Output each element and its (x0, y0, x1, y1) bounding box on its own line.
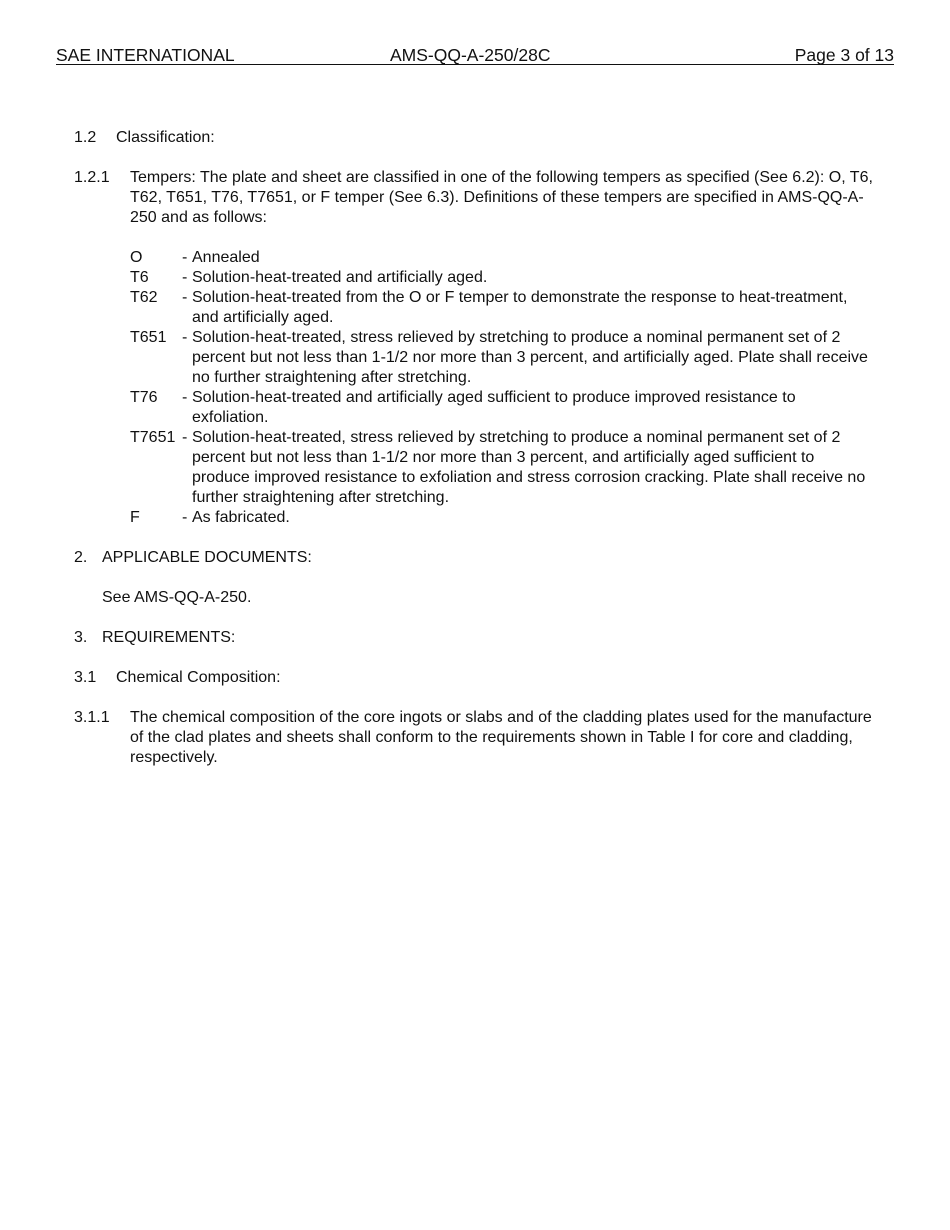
section-heading: Chemical Composition: (116, 669, 281, 686)
temper-description: Solution-heat-treated from the O or F temper to demonstrate the response to heat-treatment, and artificially aged. (192, 289, 848, 326)
temper-code: T651 (130, 329, 167, 346)
section-number: 3.1 (74, 669, 97, 686)
temper-code: T7651 (130, 429, 176, 446)
header-organization: SAE INTERNATIONAL (56, 45, 235, 65)
section-heading: Classification: (116, 129, 215, 146)
section-number: 3. (74, 629, 88, 646)
section-number: 1.2.1 (74, 169, 110, 186)
section-heading: REQUIREMENTS: (102, 629, 236, 646)
temper-description: Annealed (192, 249, 260, 266)
list-item (130, 428, 874, 508)
temper-dash: - (182, 269, 188, 286)
temper-code: T62 (130, 289, 158, 306)
temper-dash: - (182, 329, 188, 346)
temper-list (74, 248, 874, 528)
temper-dash: - (182, 249, 188, 266)
section-3 (74, 628, 874, 648)
temper-description: Solution-heat-treated, stress relieved by stretching to produce a nominal permanent set of 2 percent but not less than 1-1/2 nor more than 3 percent, and artificially aged sufficient to produce improved resistance to exfoliation and stress corrosion cracking. Plate shall receive no further straightening after stretching. (192, 429, 866, 506)
temper-dash: - (182, 509, 188, 526)
section-1-2-1 (74, 168, 874, 528)
section-paragraph: Tempers: The plate and sheet are classified in one of the following tempers as specified (See 6.2): O, T6, T62, T651, T76, T7651, or F temper (See 6.3). Definitions of these tempers are specified in AMS-QQ-A-250 and as follows: (130, 169, 873, 226)
section-number: 1.2 (74, 129, 97, 146)
list-item (130, 328, 874, 388)
temper-description: Solution-heat-treated and artificially aged. (192, 269, 488, 286)
temper-code: T6 (130, 269, 149, 286)
temper-dash: - (182, 389, 188, 406)
section-3-1 (74, 668, 874, 688)
temper-code: T76 (130, 389, 158, 406)
section-2-body: See AMS-QQ-A-250. (102, 589, 252, 606)
header-page-number: Page 3 of 13 (794, 45, 894, 65)
section-2 (74, 548, 874, 568)
list-item (130, 288, 874, 328)
temper-code: O (130, 249, 143, 266)
section-3-1-1 (74, 708, 874, 768)
temper-description: Solution-heat-treated, stress relieved by stretching to produce a nominal permanent set of 2 percent but not less than 1-1/2 nor more than 3 percent, and artificially aged. Plate shall receive no further straightening after stretching. (192, 329, 868, 386)
section-number: 3.1.1 (74, 709, 110, 726)
temper-description: Solution-heat-treated and artificially aged sufficient to produce improved resistance to exfoliation. (192, 389, 796, 426)
header-document-id: AMS-QQ-A-250/28C (390, 45, 551, 65)
list-item (130, 268, 874, 288)
section-heading: APPLICABLE DOCUMENTS: (102, 549, 312, 566)
temper-dash: - (182, 289, 188, 306)
list-item (130, 388, 874, 428)
temper-dash: - (182, 429, 188, 446)
section-number: 2. (74, 549, 88, 566)
temper-code: F (130, 509, 140, 526)
section-1-2 (74, 128, 874, 148)
temper-description: As fabricated. (192, 509, 290, 526)
section-paragraph: The chemical composition of the core ingots or slabs and of the cladding plates used for the manufacture of the clad plates and sheets shall conform to the requirements shown in Table I for core and cladding, respectively. (130, 709, 872, 766)
document-body (74, 128, 874, 788)
list-item (130, 248, 874, 268)
page-header (56, 44, 894, 65)
list-item (130, 508, 874, 528)
